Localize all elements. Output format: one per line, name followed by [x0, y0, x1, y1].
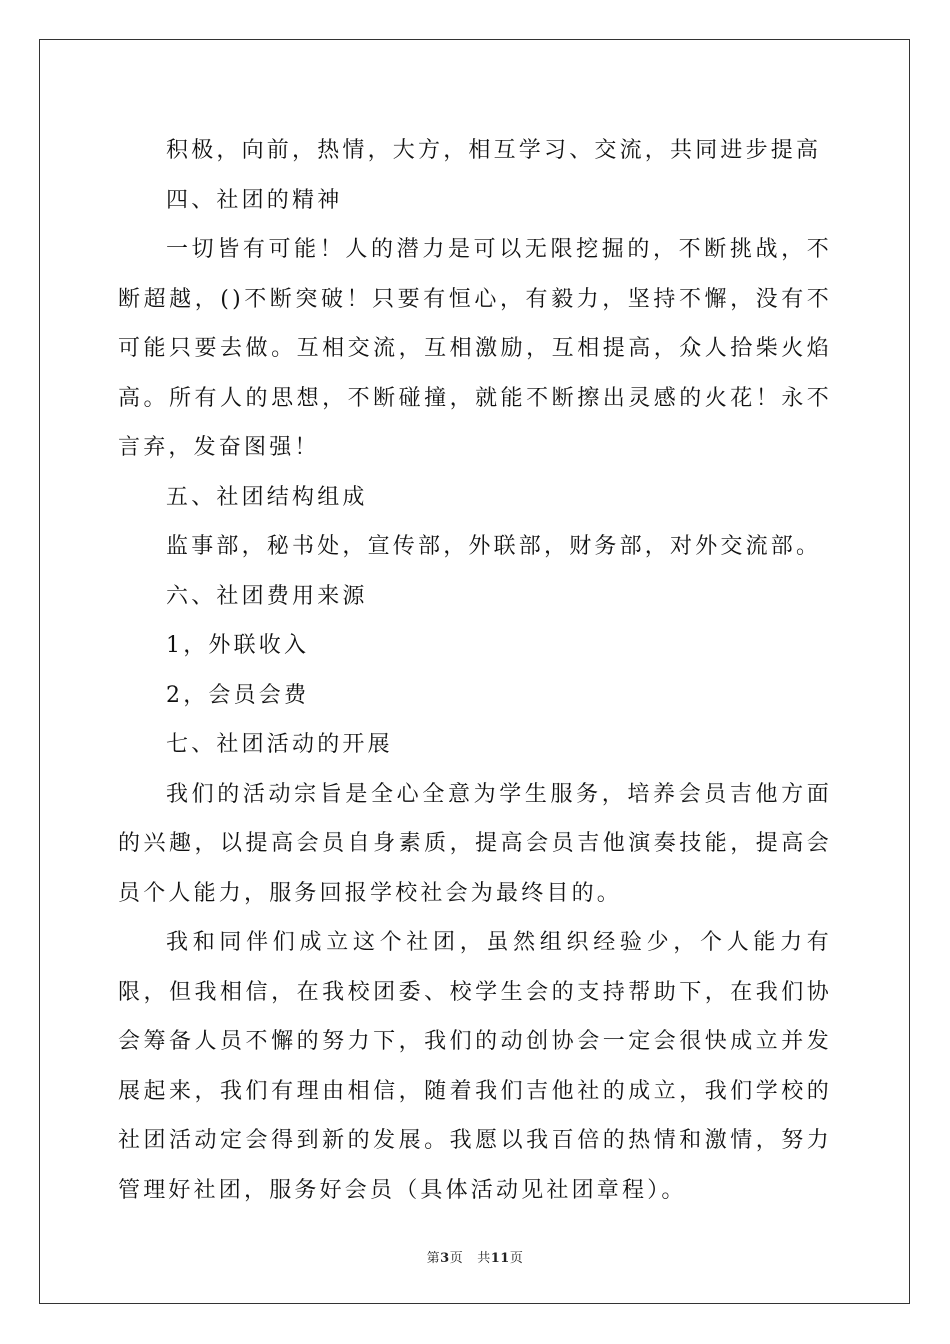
- heading-club-activities: 七、社团活动的开展: [166, 732, 393, 757]
- list-item-funding-1: 1，外联收入: [166, 633, 310, 658]
- document-body: [118, 126, 832, 1215]
- paragraph-club-spirit: 一切皆有可能！人的潜力是可以无限挖掘的，不断挑战，不断超越，()不断突破！只要有恒心，有毅力，坚持不懈，没有不可能只要去做。互相交流，互相激励，互相提高，众人拾柴火焰高。所有人的思想，不断碰撞，就能不断擦出灵感的火花！永不言弃，发奋图强！: [118, 237, 832, 460]
- page-number: 3: [440, 1251, 450, 1266]
- paragraph-principles: 积极，向前，热情，大方，相互学习、交流，共同进步提高: [166, 138, 822, 163]
- total-pages: 11: [490, 1251, 510, 1266]
- total-suffix: 页: [509, 1251, 524, 1266]
- total-prefix: 共: [477, 1251, 491, 1266]
- heading-club-spirit: 四、社团的精神: [166, 187, 343, 213]
- paragraph-closing: 我和同伴们成立这个社团，虽然组织经验少，个人能力有限，但我相信，在我校团委、校学生会的支持帮助下，在我们协会筹备人员不懈的努力下，我们的动创协会一定会很快成立并发展起来，我们有理由相信，随着我们吉他社的成立，我们学校的社团活动定会得到新的发展。我愿以我百倍的热情和激情，努力管理好社团，服务好会员（具体活动见社团章程）。: [118, 930, 832, 1203]
- page-suffix: 页: [449, 1251, 464, 1266]
- page-prefix: 第: [426, 1251, 441, 1266]
- heading-funding-sources: 六、社团费用来源: [166, 583, 368, 609]
- page-footer: [0, 1247, 950, 1266]
- paragraph-club-structure: 监事部，秘书处，宣传部，外联部，财务部，对外交流部。: [166, 534, 822, 559]
- list-item-funding-2: 2，会员会费: [166, 682, 310, 708]
- heading-club-structure: 五、社团结构组成: [166, 484, 368, 510]
- paragraph-activity-purpose: 我们的活动宗旨是全心全意为学生服务，培养会员吉他方面的兴趣，以提高会员自身素质，提高会员吉他演奏技能，提高会员个人能力，服务回报学校社会为最终目的。: [118, 781, 832, 906]
